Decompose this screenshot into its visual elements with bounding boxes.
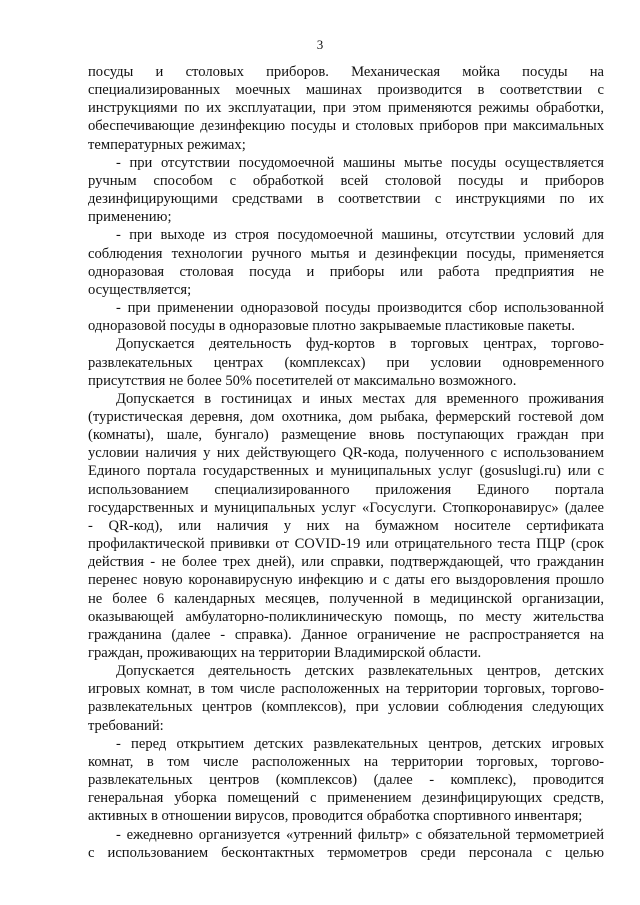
text-line: (комнаты), шале, бунгало) размещение вновь поступающих граждан при	[88, 427, 604, 444]
text-line: (туристическая деревня, дом охотника, дом рыбака, фермерский гостевой дом	[88, 408, 604, 425]
text-line: - QR-код), или наличия у них на бумажном носителе сертификата	[88, 517, 604, 534]
text-line: одноразовой посуды в одноразовые плотно закрываемые пластиковые пакеты.	[88, 318, 575, 335]
text-line: с использованием бесконтактных термометров среди персонала с целью	[88, 844, 604, 861]
text-line: температурных режимах;	[88, 136, 246, 153]
text-line: - при выходе из строя посудомоечной машины, отсутствии условий для	[116, 227, 604, 244]
text-line: посуды и столовых приборов. Механическая мойка посуды на	[88, 64, 604, 80]
text-line: Допускается деятельность фуд-кортов в торговых центрах, торгово-	[116, 336, 604, 353]
text-line: Единого портала государственных и муниципальных услуг (gosuslugi.ru) или с	[88, 463, 604, 480]
document-body	[88, 63, 604, 862]
text-line: дезинфицирующими средствами в соответствии с инструкциями по их	[88, 191, 604, 208]
text-line: - перед открытием детских развлекательных центров, детских игровых	[116, 735, 604, 752]
text-line: активных в отношении вирусов, проводится обработка спортивного инвентаря;	[88, 808, 583, 825]
text-line: использованием специализированного приложения Единого портала	[88, 481, 604, 498]
text-line: Допускается деятельность детских развлекательных центров, детских	[116, 663, 604, 680]
text-line: развлекательных центров (комплексов) (далее - комплекс), проводится	[88, 772, 604, 789]
text-line: специализированных моечных машинах производится в соответствии с	[88, 82, 604, 99]
text-line: граждан, проживающих на территории Владимирской области.	[88, 645, 482, 661]
text-line: оказывающей амбулаторно-поликлиническую помощь, по месту жительства	[88, 608, 604, 625]
text-line: гражданина (далее - справка). Данное ограничение не распространяется на	[88, 626, 604, 643]
text-line: комнат, в том числе расположенных на территории торговых, торгово-	[88, 753, 604, 770]
text-line: - при применении одноразовой посуды производится сбор использованной	[116, 300, 604, 317]
text-line: ручным способом с обработкой всей столовой посуды и приборов	[88, 172, 604, 189]
text-line: профилактической прививки от COVID-19 или отрицательного теста ПЦР (срок	[88, 536, 604, 553]
text-line: условии наличия у них действующего QR-кода, полученного с использованием	[88, 445, 604, 462]
text-line: обеспечивающие дезинфекцию посуды и столовых приборов при максимальных	[88, 118, 604, 135]
text-line: соблюдения технологии ручного мытья и дезинфекции посуды, применяется	[88, 245, 604, 262]
text-line: не более 6 календарных месяцев, полученной в медицинской организации,	[88, 590, 604, 607]
text-line: действия - не более трех дней), или справки, подтверждающей, что гражданин	[88, 554, 604, 571]
text-line: применению;	[88, 209, 172, 226]
text-line: развлекательных центрах (комплексах) при условии одновременного	[88, 354, 604, 371]
page-number: 3	[316, 37, 324, 52]
text-line: генеральная уборка помещений с применением дезинфицирующих средств,	[88, 790, 604, 807]
text-line: - при отсутствии посудомоечной машины мытье посуды осуществляется	[116, 154, 604, 171]
text-line: - ежедневно организуется «утренний фильтр» с обязательной термометрией	[116, 826, 604, 843]
text-line: присутствия не более 50% посетителей от максимально возможного.	[88, 372, 517, 389]
text-line: Допускается в гостиницах и иных местах для временного проживания	[116, 390, 604, 407]
text-line: одноразовая столовая посуда и приборы или работа предприятия не	[88, 263, 604, 280]
text-line: осуществляется;	[88, 281, 192, 298]
text-line: инструкциями по их эксплуатации, при этом применяются режимы обработки,	[88, 100, 604, 117]
text-line: игровых комнат, в том числе расположенных на территории торговых, торгово-	[88, 681, 604, 698]
text-line: требований:	[88, 717, 164, 734]
text-line: развлекательных центров (комплексов), при условии соблюдения следующих	[88, 699, 604, 716]
text-line: перенес новую коронавирусную инфекцию и с даты его выздоровления прошло	[88, 572, 604, 589]
text-line: государственных и муниципальных услуг «Госуслуги. Стопкоронавирус» (далее	[88, 499, 604, 516]
